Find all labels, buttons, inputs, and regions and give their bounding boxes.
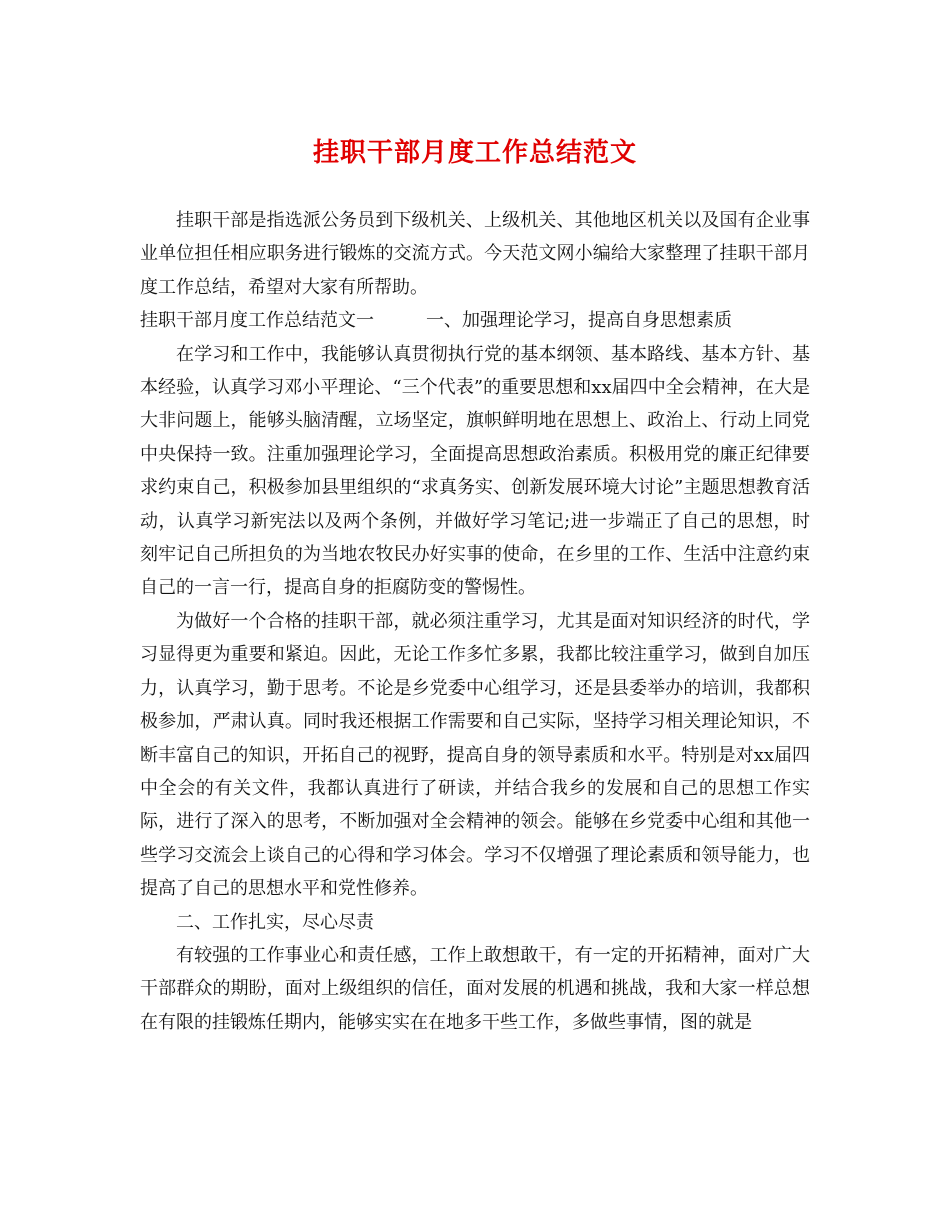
document-title: 挂职干部月度工作总结范文 (312, 138, 637, 168)
heading-one: 一、加强理论学习，提高自身思想素质 (426, 310, 732, 332)
section-heading-line (140, 304, 810, 337)
document-body (140, 204, 810, 1039)
heading-two: 二、工作扎实，尽心尽责 (176, 911, 374, 933)
paragraph-three: 有较强的工作事业心和责任感，工作上敢想敢干，有一定的开拓精神，面对广大干部群众的期盼，面对上级组织的信任，面对发展的机遇和挑战，我和大家一样总想在有限的挂锻炼任期内，能够实实在在地多干些工作，多做些事情，图的就是 (140, 944, 810, 1033)
paragraph-two: 为做好一个合格的挂职干部，就必须注重学习，尤其是面对知识经济的时代，学习显得更为重要和紧迫。因此，无论工作多忙多累，我都比较注重学习，做到自加压力，认真学习，勤于思考。不论是乡党委中心组学习，还是县委举办的培训，我都积极参加，严肃认真。同时我还根据工作需要和自己实际，坚持学习相关理论知识，不断丰富自己的知识，开拓自己的视野，提高自身的领导素质和水平。特别是对xx届四中全会的有关文件，我都认真进行了研读，并结合我乡的发展和自己的思想工作实际，进行了深入的思考，不断加强对全会精神的领会。能够在乡党委中心组和其他一些学习交流会上谈自己的心得和学习体会。学习不仅增强了理论素质和领导能力，也提高了自己的思想水平和党性修养。 (140, 610, 810, 900)
paragraph-one: 在学习和工作中，我能够认真贯彻执行党的基本纲领、基本路线、基本方针、基本经验，认真学习邓小平理论、“三个代表”的重要思想和xx届四中全会精神，在大是大非问题上，能够头脑清醒，立场坚定，旗帜鲜明地在思想上、政治上、行动上同党中央保持一致。注重加强理论学习，全面提高思想政治素质。积极用党的廉正纪律要求约束自己，积极参加县里组织的“求真务实、创新发展环境大讨论”主题思想教育活动，认真学习新宪法以及两个条例，并做好学习笔记;进一步端正了自己的思想，时刻牢记自己所担负的为当地农牧民办好实事的使命，在乡里的工作、生活中注意约束自己的一言一行，提高自身的拒腐防变的警惕性。 (140, 343, 810, 599)
intro-paragraph: 挂职干部是指选派公务员到下级机关、上级机关、其他地区机关以及国有企业事业单位担任相应职务进行锻炼的交流方式。今天范文网小编给大家整理了挂职干部月度工作总结，希望对大家有所帮助。 (140, 210, 810, 298)
section-label: 挂职干部月度工作总结范文一 (140, 310, 374, 332)
